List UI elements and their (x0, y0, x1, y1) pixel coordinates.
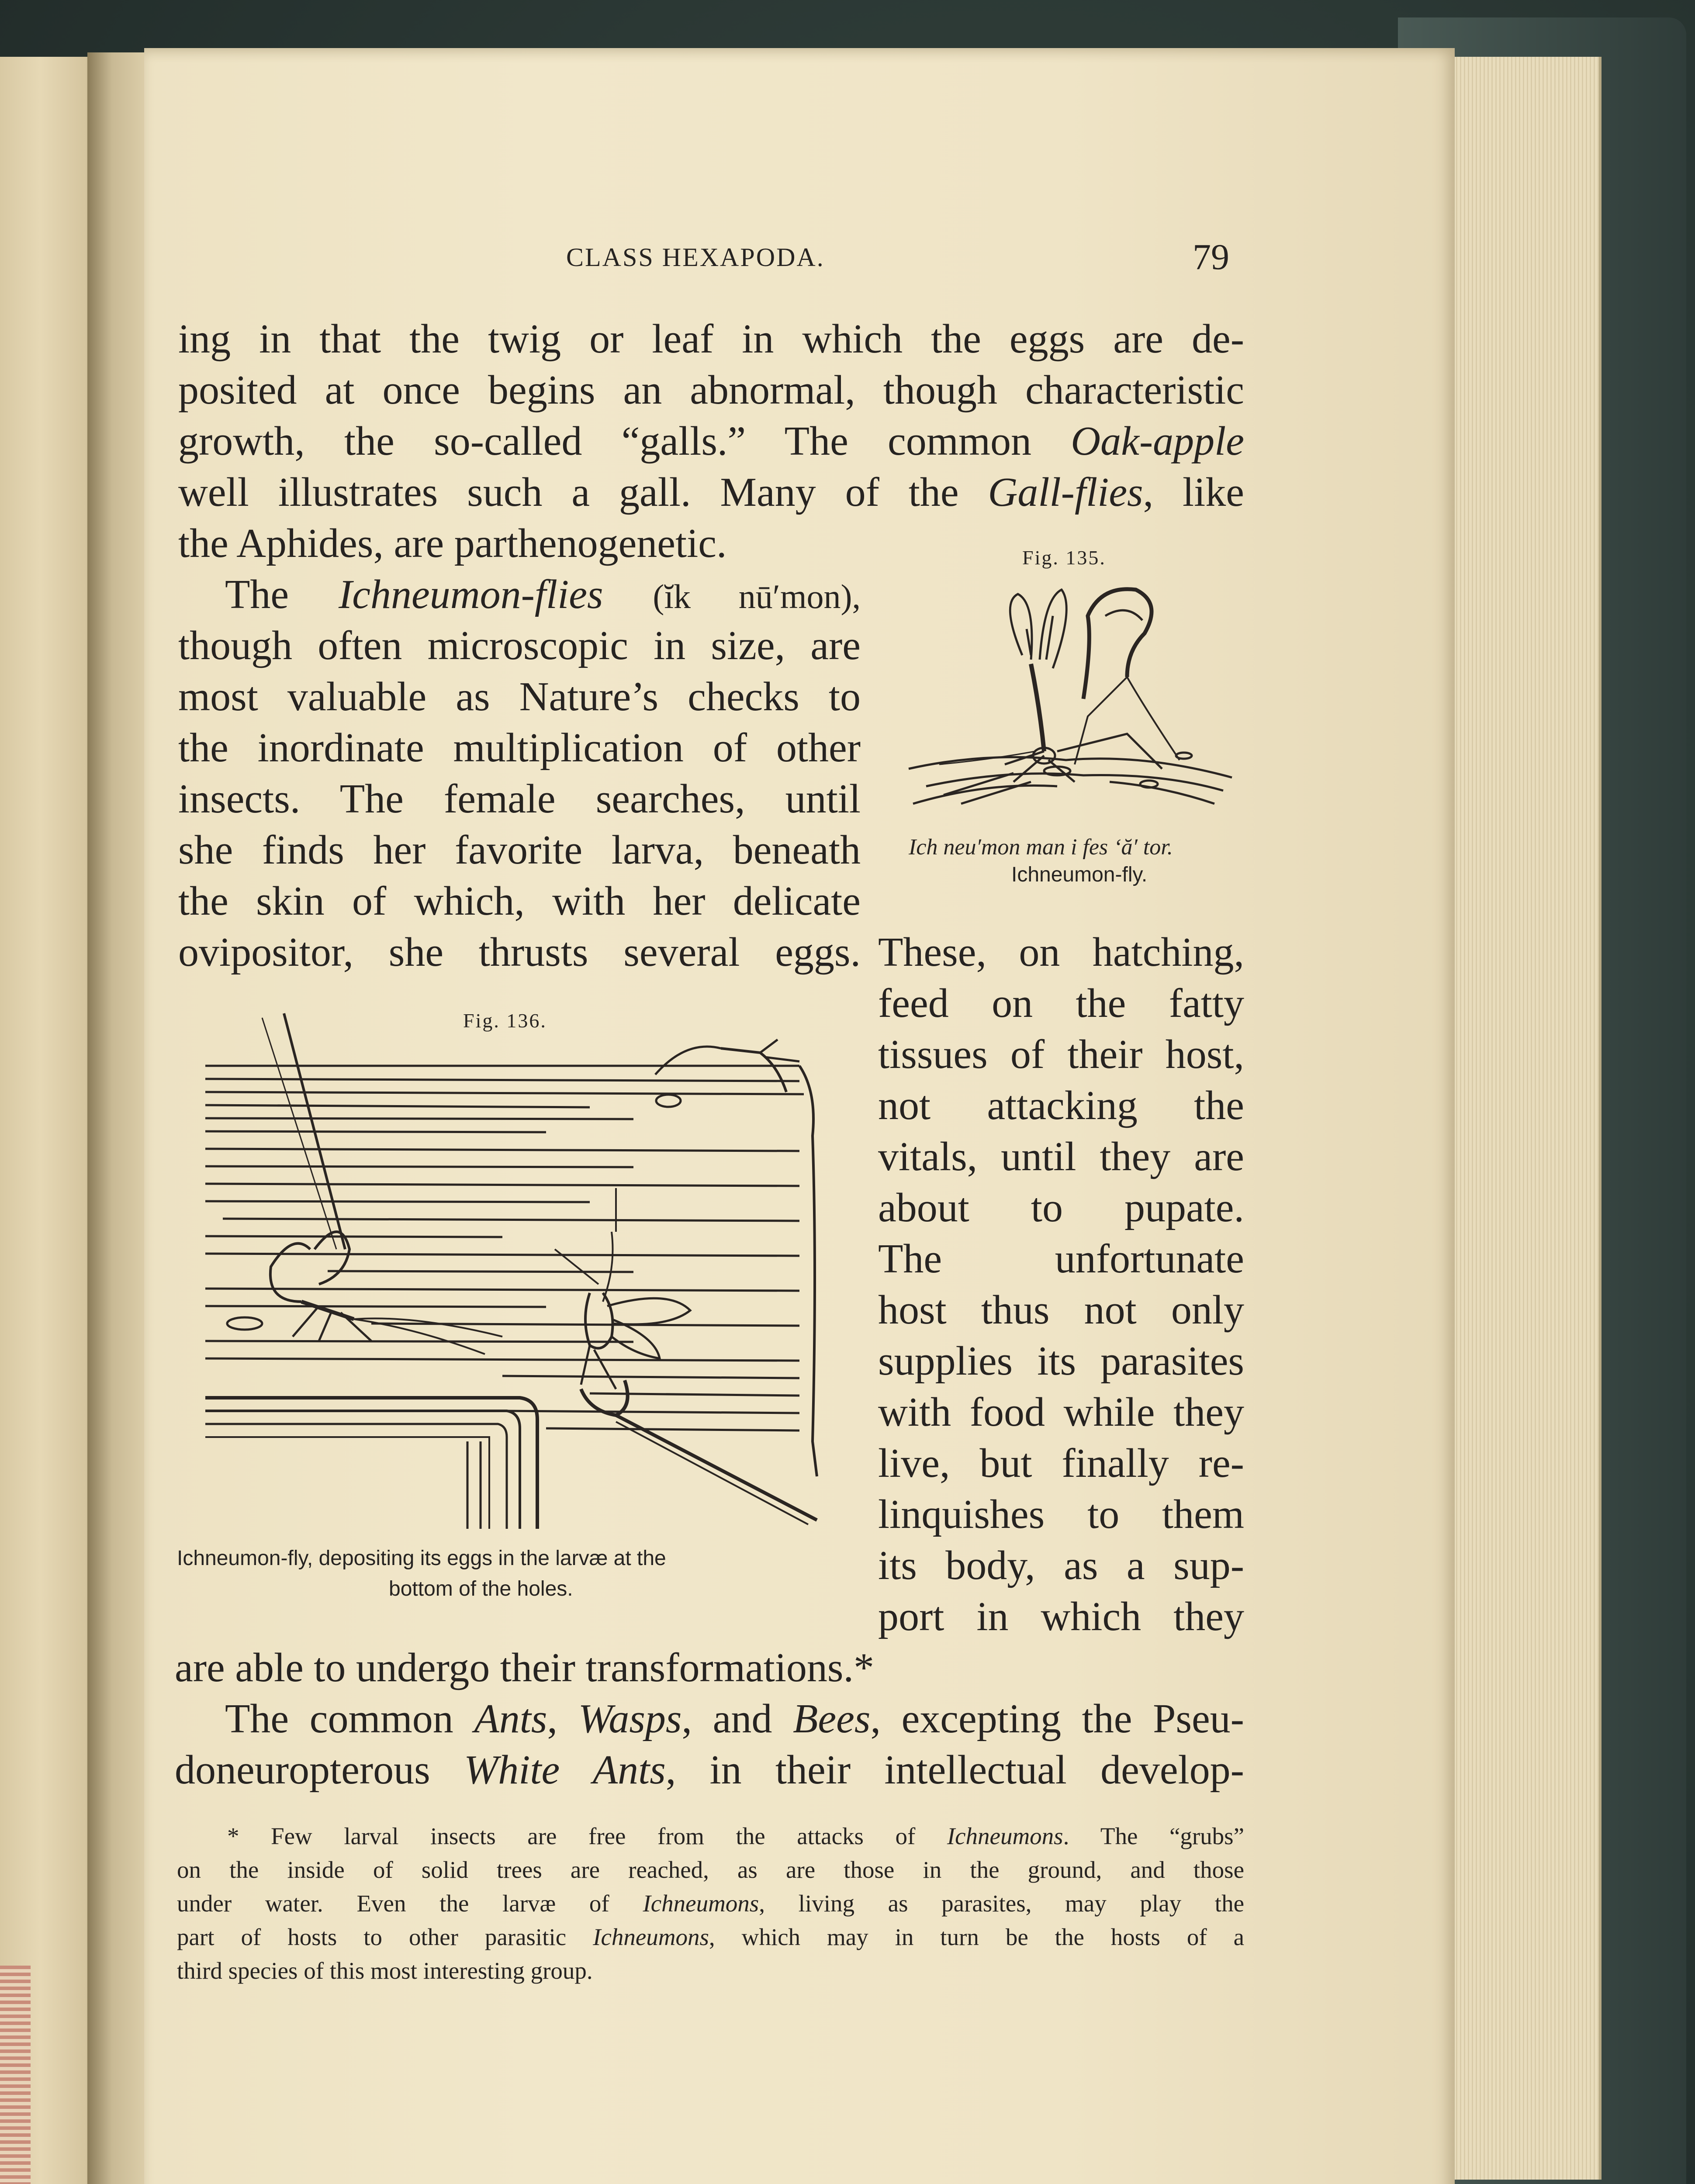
fig135-ichneumon-illustration (900, 577, 1241, 839)
page-edges (1442, 57, 1602, 2180)
text-line-1: ing in that the twig or leaf in which the eggs are de- (178, 316, 1244, 362)
left-page-edge (0, 57, 100, 2184)
right-col-line: host thus not only (878, 1287, 1244, 1333)
left-col-line: most valuable as Nature’s checks to (178, 674, 861, 719)
right-col-line: live, but finally re- (878, 1441, 1244, 1486)
fig136-ichneumon-illustration (197, 1005, 834, 1538)
fig136-label: Fig. 136. (463, 1009, 547, 1032)
fig135-caption: Ichneumon-fly. (1011, 863, 1148, 886)
para2-first-line: The Ichneumon-flies (ĭk nū′mon), (225, 572, 861, 617)
right-col-line: not attacking the (878, 1083, 1244, 1128)
footnote-line-2: on the inside of solid trees are reached, as are those in the ground, and those (177, 1856, 1244, 1883)
right-col-line: The unfortunate (878, 1236, 1244, 1282)
para3-line1: The common Ants, Wasps, and Bees, excepting the Pseu- (225, 1696, 1244, 1742)
right-col-line: linquishes to them (878, 1492, 1244, 1537)
right-col-line: about to pupate. (878, 1185, 1244, 1230)
footnote-line-5: third species of this most interesting group. (177, 1957, 593, 1984)
running-header: CLASS HEXAPODA. (566, 243, 825, 272)
right-col-line: vitals, until they are (878, 1134, 1244, 1179)
text-line-3: growth, the so-called “galls.” The common Oak-apple (178, 418, 1244, 464)
right-col-line: supplies its parasites (878, 1338, 1244, 1384)
right-col-line: port in which they (878, 1594, 1244, 1639)
text-line-5: the Aphides, are parthenogenetic. (178, 521, 727, 566)
left-col-line: she finds her favorite larva, beneath (178, 827, 861, 873)
left-col-line: the skin of which, with her delicate (178, 878, 861, 924)
right-col-line: its body, as a sup- (878, 1543, 1244, 1588)
right-col-line: with food while they (878, 1389, 1244, 1435)
text-line-2: posited at once begins an abnormal, though characteristic (178, 367, 1244, 413)
fig136-caption-line1: Ichneumon-fly, depositing its eggs in the larvæ at the (177, 1547, 666, 1570)
fig135-label: Fig. 135. (1022, 546, 1106, 569)
footnote-line-1: * Few larval insects are free from the attacks of Ichneumons. The “grubs” (227, 1823, 1244, 1849)
right-col-line: These, on hatching, (878, 930, 1244, 975)
right-col-line: feed on the fatty (878, 981, 1244, 1026)
para3-line2: doneuropterous White Ants, in their intellectual develop- (175, 1747, 1244, 1793)
footnote-line-3: under water. Even the larvæ of Ichneumons, living as parasites, may play the (177, 1890, 1244, 1917)
footnote-line-4: part of hosts to other parasitic Ichneumons, which may in turn be the hosts of a (177, 1924, 1245, 1950)
left-col-line: the inordinate multiplication of other (178, 725, 861, 771)
fig135-caption-pronunciation: Ich neu′mon man i fes ‘ă′ tor. (909, 835, 1173, 860)
fig136-caption-line2: bottom of the holes. (389, 1577, 573, 1600)
left-col-line: ovipositor, she thrusts several eggs. (178, 930, 861, 975)
left-cover-marbled (0, 1966, 31, 2184)
left-col-line: though often microscopic in size, are (178, 623, 861, 668)
left-col-line: insects. The female searches, until (178, 776, 861, 822)
text-line-after-figures: are able to undergo their transformations.* (175, 1645, 874, 1690)
page-number: 79 (1193, 237, 1229, 277)
right-col-line: tissues of their host, (878, 1032, 1244, 1077)
text-line-4: well illustrates such a gall. Many of the Gall-flies, like (178, 470, 1244, 515)
